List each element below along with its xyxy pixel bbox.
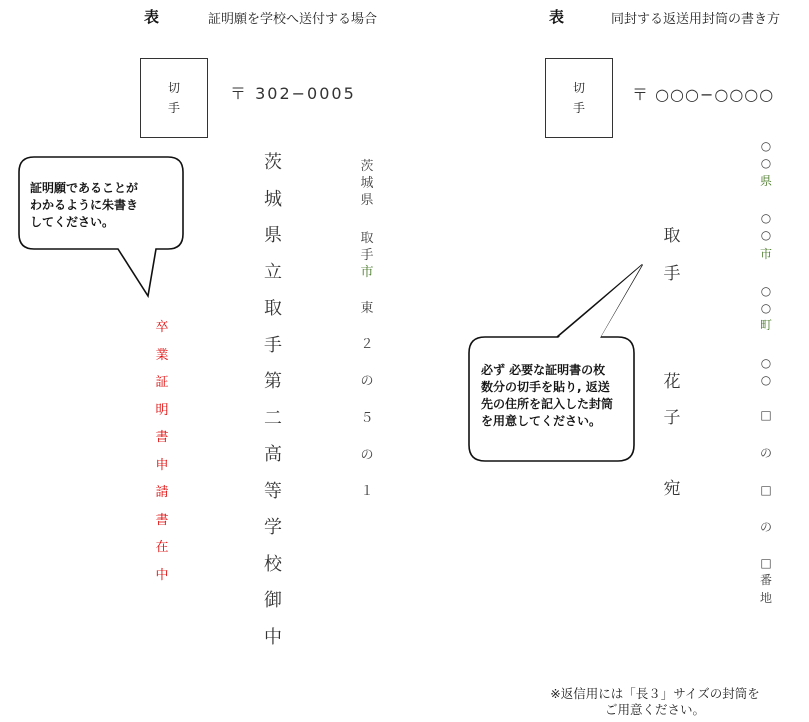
- addressee-name-char: 取: [663, 226, 681, 246]
- red-note-char: 明: [155, 402, 169, 418]
- school-name-char: 取: [264, 298, 282, 319]
- left-callout-line: わかるように朱書き: [30, 198, 139, 212]
- addressee-name-char: 宛: [663, 479, 681, 499]
- left-callout-line: 証明願であることが: [30, 181, 139, 195]
- right-heading-label: 表: [549, 8, 565, 26]
- footnote-line: ご用意ください。: [604, 702, 705, 717]
- addressee-name-char: 子: [663, 408, 681, 428]
- return-address-char: 県: [759, 174, 772, 188]
- address-char: １: [360, 484, 374, 499]
- school-name-char: 中: [264, 626, 282, 648]
- return-address-char: ○: [760, 228, 772, 242]
- school-name-char: 県: [264, 225, 282, 246]
- address-char: ２: [360, 337, 374, 352]
- school-name-char: 手: [264, 334, 282, 356]
- red-note-char: 申: [155, 457, 169, 473]
- school-name-char: 等: [264, 480, 282, 502]
- red-note-char: 在: [155, 540, 169, 555]
- address-char: 手: [360, 248, 374, 263]
- return-address-char: 地: [759, 591, 772, 605]
- red-note-char: 卒: [155, 320, 169, 335]
- left-heading-label: 表: [144, 8, 160, 26]
- right-callout-line: 必ず 必要な証明書の枚: [481, 363, 606, 377]
- return-address-char: ○: [760, 373, 772, 387]
- return-address-char: 番: [759, 573, 772, 587]
- address-char: の: [360, 374, 374, 389]
- red-note-char: 証: [155, 375, 169, 390]
- return-address-char: ○: [760, 211, 772, 225]
- school-name-char: 城: [264, 188, 282, 210]
- left-postal-code: 〒 302−0005: [230, 84, 356, 103]
- school-name-char: 学: [264, 517, 282, 538]
- red-note-char: 書: [155, 512, 169, 528]
- school-name-char: 立: [264, 261, 282, 283]
- school-name-char: 御: [264, 590, 282, 611]
- address-char: 県: [360, 193, 374, 208]
- left-heading-text: 証明願を学校へ送付する場合: [208, 12, 378, 27]
- left-stamp-line2: 手: [167, 101, 180, 115]
- address-char: の: [360, 448, 374, 463]
- school-name-char: 第: [264, 371, 282, 392]
- school-name-char: 二: [264, 407, 282, 429]
- right-callout-line: を用意してください。: [481, 414, 602, 428]
- return-address-char: ○: [760, 284, 772, 298]
- return-address-char: の: [759, 520, 772, 534]
- address-char: 市: [360, 265, 374, 280]
- address-char: 茨: [360, 159, 374, 174]
- return-address-char: □: [760, 556, 772, 570]
- addressee-name-char: 手: [663, 264, 681, 284]
- school-name-char: 高: [264, 444, 282, 465]
- return-address-char: ○: [760, 356, 772, 370]
- footnote: [520, 686, 790, 718]
- addressee-name-char: 花: [663, 372, 681, 392]
- red-note-char: 中: [155, 567, 169, 583]
- return-address-char: ○: [760, 156, 772, 170]
- return-address-char: 市: [759, 247, 772, 261]
- red-note-char: 請: [155, 485, 169, 500]
- return-address-char: □: [760, 483, 772, 497]
- right-stamp-line2: 手: [572, 101, 585, 115]
- right-callout-text: [481, 362, 631, 430]
- return-address-char: 町: [759, 318, 772, 332]
- right-heading-text: 同封する返送用封筒の書き方: [611, 12, 781, 27]
- address-char: 東: [360, 301, 374, 316]
- left-callout-line: してください。: [30, 215, 115, 229]
- school-name-char: 茨: [264, 152, 282, 173]
- left-stamp-line1: 切: [167, 81, 180, 95]
- right-callout-line: 数分の切手を貼り, 返送: [481, 380, 610, 394]
- address-char: ５: [360, 411, 374, 426]
- right-stamp-line1: 切: [572, 81, 585, 95]
- right-callout-line: 先の住所を記入した封筒: [481, 397, 614, 411]
- school-name-char: 校: [264, 553, 282, 575]
- right-postal-code: 〒 ○○○−○○○○: [632, 85, 775, 104]
- return-address-char: の: [759, 446, 772, 460]
- red-note-char: 書: [155, 430, 169, 445]
- address-char: 取: [360, 231, 374, 246]
- return-address-char: ○: [760, 301, 772, 315]
- return-address-char: ○: [760, 139, 772, 153]
- return-address-char: □: [760, 408, 772, 422]
- address-char: 城: [360, 176, 374, 191]
- red-note-char: 業: [155, 347, 169, 363]
- footnote-line: ※返信用には「長３」サイズの封筒を: [550, 686, 760, 701]
